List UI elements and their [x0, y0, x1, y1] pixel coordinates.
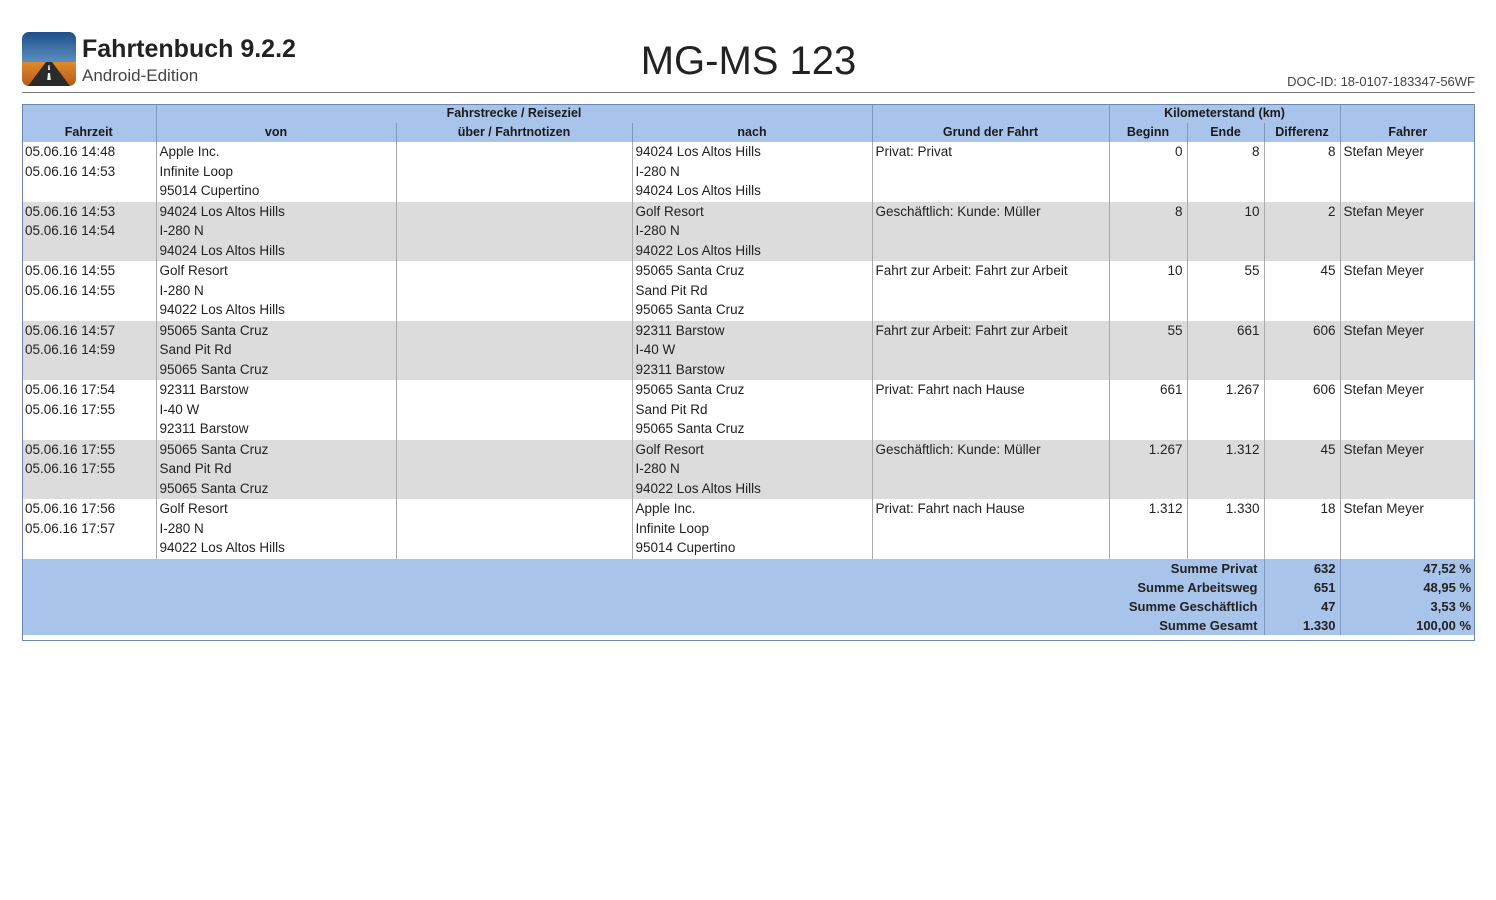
- trip-via: [396, 321, 632, 381]
- trip-from-line: Infinite Loop: [159, 163, 234, 179]
- trip-to: [632, 499, 872, 559]
- trip-to: [632, 261, 872, 321]
- trip-odo-start: [1109, 261, 1187, 321]
- summary-percent: 48,95 %: [1340, 578, 1475, 597]
- trip-odo-start: [1109, 142, 1187, 202]
- trip-from-line: Golf Resort: [159, 263, 228, 278]
- trip-via: [396, 499, 632, 559]
- trip-odo-start: [1109, 440, 1187, 500]
- trip-to-line: 94024 Los Altos Hills: [635, 144, 761, 159]
- trip-to-line: Apple Inc.: [635, 501, 696, 516]
- col-header-reason: Grund der Fahrt: [872, 104, 1109, 142]
- trip-time-line: 05.06.16 14:59: [25, 342, 116, 357]
- trip-from-line: Sand Pit Rd: [159, 461, 232, 476]
- trip-from-line: 94024 Los Altos Hills: [159, 242, 285, 258]
- table-row: [22, 202, 1475, 262]
- trip-reason: [872, 261, 1109, 321]
- trip-odo-diff-line: 8: [1328, 144, 1336, 159]
- trip-driver-line: Stefan Meyer: [1343, 144, 1424, 159]
- trip-driver-line: Stefan Meyer: [1343, 263, 1424, 278]
- trip-odo-diff-line: 606: [1313, 382, 1336, 397]
- trip-odo-diff-line: 18: [1320, 501, 1336, 516]
- trip-odo-diff-line: 45: [1320, 263, 1336, 278]
- summary-percent: 100,00 %: [1340, 616, 1475, 635]
- trip-to-line: 94024 Los Altos Hills: [635, 183, 761, 198]
- trip-reason: [872, 202, 1109, 262]
- trip-time-line: 05.06.16 14:54: [25, 223, 116, 238]
- trip-from-line: 92311 Barstow: [159, 382, 249, 397]
- trip-driver: [1340, 142, 1475, 202]
- trip-to: [632, 380, 872, 440]
- trip-time-line: 05.06.16 17:55: [25, 461, 116, 476]
- trip-time: [22, 261, 156, 321]
- trip-from-line: I-40 W: [159, 401, 200, 417]
- trip-to-line: I-40 W: [635, 342, 676, 357]
- trip-reason: [872, 321, 1109, 381]
- table-row: [22, 499, 1475, 559]
- col-header-from: von: [156, 123, 396, 142]
- trip-driver-line: Stefan Meyer: [1343, 382, 1424, 397]
- trip-reason: [872, 440, 1109, 500]
- trip-driver: [1340, 440, 1475, 500]
- table-row: [22, 142, 1475, 202]
- trip-time: [22, 440, 156, 500]
- summary-label: Summe Geschäftlich: [22, 597, 1264, 616]
- trip-to: [632, 321, 872, 381]
- trip-reason: [872, 380, 1109, 440]
- summary-row: [22, 597, 1475, 616]
- trip-from: [156, 499, 396, 559]
- trip-to-line: I-280 N: [635, 163, 680, 179]
- trip-odo-diff: [1264, 380, 1340, 440]
- trip-to-line: 95065 Santa Cruz: [635, 421, 745, 436]
- trip-odo-end-line: 1.312: [1225, 441, 1260, 457]
- table-row: [22, 440, 1475, 500]
- trip-to-line: 94022 Los Altos Hills: [635, 242, 761, 258]
- trip-via: [396, 261, 632, 321]
- trip-driver: [1340, 321, 1475, 381]
- trip-time-line: 05.06.16 17:57: [25, 520, 116, 536]
- trip-from-line: I-280 N: [159, 520, 204, 536]
- trip-odo-start: [1109, 499, 1187, 559]
- trip-from: [156, 202, 396, 262]
- col-header-route: Fahrstrecke / Reiseziel: [156, 104, 872, 123]
- trip-to-line: 95065 Santa Cruz: [635, 382, 745, 397]
- trip-odo-start: [1109, 321, 1187, 381]
- document-id: DOC-ID: 18-0107-183347-56WF: [1287, 74, 1475, 89]
- trip-reason-line: Fahrt zur Arbeit: Fahrt zur Arbeit: [875, 263, 1068, 278]
- trip-odo-end-line: 55: [1244, 263, 1260, 278]
- trip-reason-line: Geschäftlich: Kunde: Müller: [875, 203, 1041, 219]
- trip-odo-start-line: 55: [1167, 322, 1183, 338]
- trip-time-line: 05.06.16 14:48: [25, 144, 116, 159]
- trip-time: [22, 142, 156, 202]
- trip-to-line: 95014 Cupertino: [635, 540, 736, 555]
- trip-from-line: Golf Resort: [159, 501, 228, 516]
- trip-to-line: Sand Pit Rd: [635, 401, 708, 417]
- trip-odo-diff-line: 606: [1313, 322, 1336, 338]
- trip-from: [156, 380, 396, 440]
- trip-time-line: 05.06.16 14:53: [25, 163, 116, 179]
- trip-reason-line: Privat: Fahrt nach Hause: [875, 501, 1025, 516]
- col-header-start: Beginn: [1109, 123, 1187, 142]
- trip-odo-diff: [1264, 202, 1340, 262]
- trip-from-line: 94022 Los Altos Hills: [159, 540, 285, 555]
- trip-to-line: Golf Resort: [635, 203, 704, 219]
- trip-odo-end: [1187, 261, 1264, 321]
- trip-odo-end: [1187, 202, 1264, 262]
- trip-from-line: 95014 Cupertino: [159, 183, 260, 198]
- trip-from-line: Sand Pit Rd: [159, 342, 232, 357]
- trip-from-line: 95065 Santa Cruz: [159, 322, 269, 338]
- trip-time-line: 05.06.16 14:55: [25, 263, 116, 278]
- trip-to: [632, 202, 872, 262]
- trip-time-line: 05.06.16 14:55: [25, 282, 116, 298]
- trip-odo-end: [1187, 321, 1264, 381]
- trip-to-line: I-280 N: [635, 461, 680, 476]
- trip-odo-start-line: 1.312: [1148, 501, 1183, 516]
- summary-km: 632: [1264, 559, 1340, 578]
- trip-odo-end-line: 1.267: [1225, 382, 1260, 397]
- trip-time-line: 05.06.16 17:55: [25, 401, 116, 417]
- trip-from-line: 95065 Santa Cruz: [159, 480, 269, 496]
- trip-reason: [872, 142, 1109, 202]
- trip-from-line: 95065 Santa Cruz: [159, 441, 269, 457]
- trip-to-line: Sand Pit Rd: [635, 282, 708, 298]
- summary-km: 651: [1264, 578, 1340, 597]
- trip-time-line: 05.06.16 14:57: [25, 322, 116, 338]
- col-header-time: Fahrzeit: [22, 104, 156, 142]
- summary-label: Summe Gesamt: [22, 616, 1264, 635]
- summary-label: Summe Arbeitsweg: [22, 578, 1264, 597]
- trip-to-line: 95065 Santa Cruz: [635, 302, 745, 317]
- app-title: Fahrtenbuch 9.2.2: [82, 35, 296, 63]
- trip-to-line: I-280 N: [635, 223, 680, 238]
- summary-km: 47: [1264, 597, 1340, 616]
- logbook-page: [22, 30, 1475, 633]
- trip-time-line: 05.06.16 14:53: [25, 203, 116, 219]
- trip-odo-start: [1109, 202, 1187, 262]
- trip-via: [396, 440, 632, 500]
- trip-to: [632, 142, 872, 202]
- summary-row: [22, 616, 1475, 635]
- summary-row: [22, 559, 1475, 578]
- trip-to-line: Infinite Loop: [635, 520, 710, 536]
- trip-via: [396, 202, 632, 262]
- trip-to-line: Golf Resort: [635, 441, 704, 457]
- trip-from: [156, 142, 396, 202]
- trip-via: [396, 142, 632, 202]
- trip-time-line: 05.06.16 17:55: [25, 441, 116, 457]
- trip-reason: [872, 499, 1109, 559]
- trip-driver-line: Stefan Meyer: [1343, 441, 1424, 457]
- trip-from-line: 94024 Los Altos Hills: [159, 203, 285, 219]
- trip-time: [22, 499, 156, 559]
- trip-driver-line: Stefan Meyer: [1343, 322, 1424, 338]
- trip-time-line: 05.06.16 17:54: [25, 382, 116, 397]
- trip-odo-diff: [1264, 261, 1340, 321]
- table-row: [22, 261, 1475, 321]
- trip-odo-end: [1187, 499, 1264, 559]
- trip-from-line: Apple Inc.: [159, 144, 220, 159]
- trip-odo-start-line: 0: [1174, 144, 1183, 159]
- trip-odo-start: [1109, 380, 1187, 440]
- trip-reason-line: Privat: Privat: [875, 144, 953, 159]
- trip-driver: [1340, 202, 1475, 262]
- trip-odo-diff-line: 2: [1328, 203, 1336, 219]
- trip-time: [22, 202, 156, 262]
- trip-odo-end-line: 8: [1251, 144, 1260, 159]
- trip-from: [156, 321, 396, 381]
- trip-odo-diff: [1264, 142, 1340, 202]
- app-subtitle: Android-Edition: [82, 66, 199, 85]
- trip-reason-line: Fahrt zur Arbeit: Fahrt zur Arbeit: [875, 322, 1068, 338]
- col-header-driver: Fahrer: [1340, 104, 1475, 142]
- trip-odo-diff: [1264, 321, 1340, 381]
- col-header-via: über / Fahrtnotizen: [396, 123, 632, 142]
- trip-odo-end: [1187, 440, 1264, 500]
- trip-to-line: 94022 Los Altos Hills: [635, 480, 761, 496]
- summary-percent: 47,52 %: [1340, 559, 1475, 578]
- trip-odo-diff: [1264, 499, 1340, 559]
- trip-time: [22, 380, 156, 440]
- table-row: [22, 321, 1475, 381]
- trip-odo-end: [1187, 380, 1264, 440]
- summary-percent: 3,53 %: [1340, 597, 1475, 616]
- trip-from: [156, 261, 396, 321]
- summary-row: [22, 578, 1475, 597]
- trip-driver-line: Stefan Meyer: [1343, 501, 1424, 516]
- col-header-to: nach: [632, 123, 872, 142]
- trip-from: [156, 440, 396, 500]
- trip-to-line: 95065 Santa Cruz: [635, 263, 745, 278]
- trip-time-line: 05.06.16 17:56: [25, 501, 116, 516]
- trip-odo-end-line: 661: [1236, 322, 1260, 338]
- trip-odo-end: [1187, 142, 1264, 202]
- summary-label: Summe Privat: [22, 559, 1264, 578]
- trip-from-line: 92311 Barstow: [159, 421, 249, 436]
- license-plate: MG-MS 123: [640, 39, 857, 83]
- trip-odo-end-line: 1.330: [1225, 501, 1260, 516]
- trip-to-line: 92311 Barstow: [635, 361, 725, 377]
- trip-to: [632, 440, 872, 500]
- trip-from-line: I-280 N: [159, 223, 204, 238]
- trip-via: [396, 380, 632, 440]
- report-header: [22, 30, 1475, 93]
- trip-driver: [1340, 499, 1475, 559]
- trip-odo-diff-line: 45: [1320, 441, 1336, 457]
- trip-driver: [1340, 380, 1475, 440]
- trip-odo-diff: [1264, 440, 1340, 500]
- trip-time: [22, 321, 156, 381]
- trip-odo-start-line: 10: [1167, 263, 1183, 278]
- table-row: [22, 380, 1475, 440]
- trip-odo-start-line: 8: [1174, 203, 1183, 219]
- trip-log-table: [22, 104, 1475, 635]
- trip-to-line: 92311 Barstow: [635, 322, 725, 338]
- trip-odo-start-line: 1.267: [1148, 441, 1183, 457]
- trip-reason-line: Geschäftlich: Kunde: Müller: [875, 441, 1041, 457]
- trip-odo-start-line: 661: [1159, 382, 1183, 397]
- col-header-end: Ende: [1187, 123, 1264, 142]
- col-header-odometer: Kilometerstand (km): [1109, 104, 1340, 123]
- trip-driver-line: Stefan Meyer: [1343, 203, 1424, 219]
- trip-from-line: I-280 N: [159, 282, 204, 298]
- trip-driver: [1340, 261, 1475, 321]
- col-header-diff: Differenz: [1264, 123, 1340, 142]
- trip-from-line: 94022 Los Altos Hills: [159, 302, 285, 317]
- trip-reason-line: Privat: Fahrt nach Hause: [875, 382, 1025, 397]
- trip-odo-end-line: 10: [1244, 203, 1260, 219]
- summary-km: 1.330: [1264, 616, 1340, 635]
- trip-from-line: 95065 Santa Cruz: [159, 361, 269, 377]
